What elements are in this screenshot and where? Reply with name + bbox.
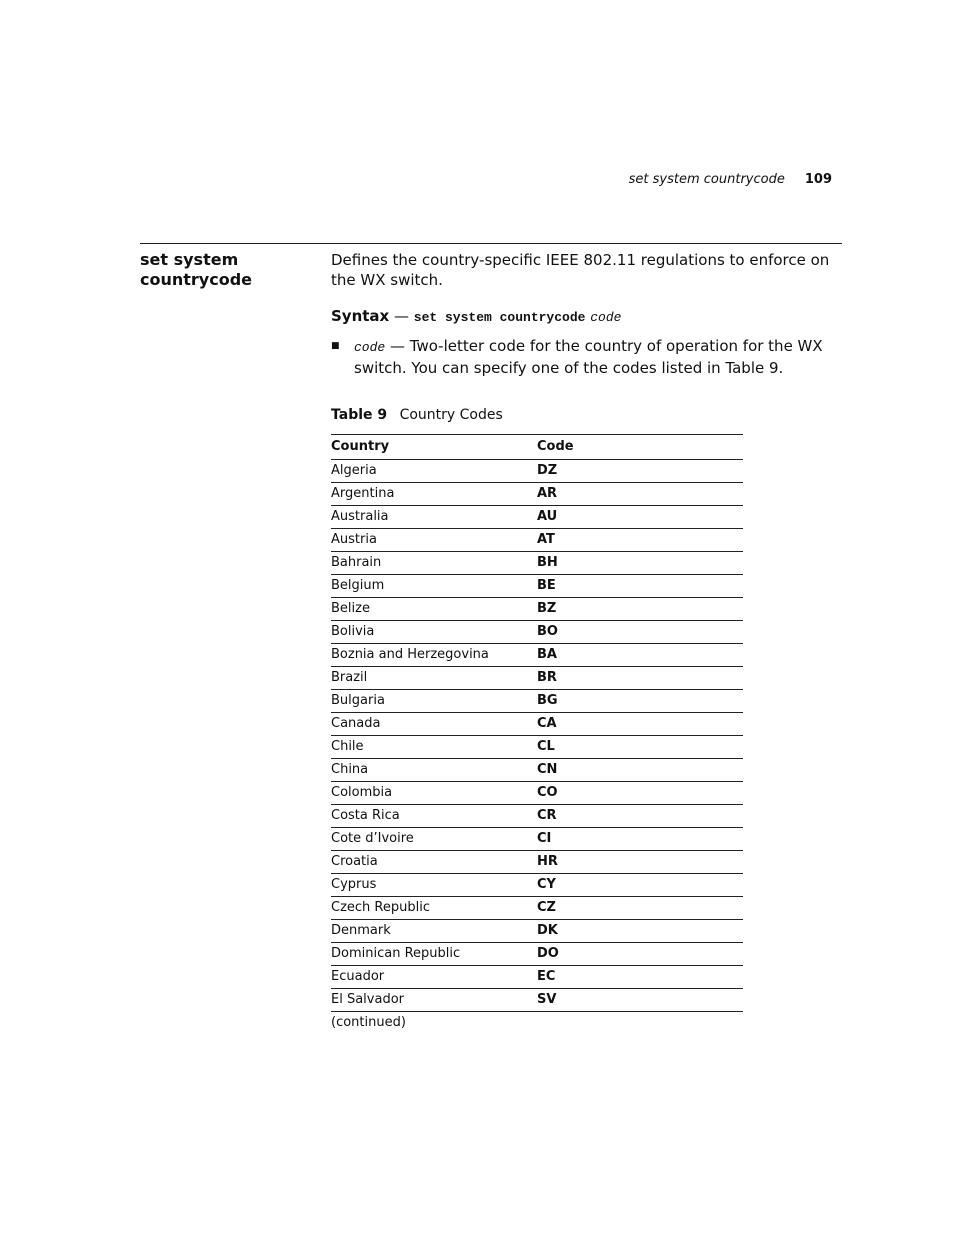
- country-cell: Australia: [331, 506, 537, 529]
- country-cell: Dominican Republic: [331, 943, 537, 966]
- syntax-dash: —: [394, 307, 410, 325]
- table-row: [331, 575, 743, 598]
- country-cell: Belgium: [331, 575, 537, 598]
- command-description: Defines the country-specific IEEE 802.11 regulations to enforce on the WX switch.: [331, 251, 830, 289]
- syntax-line: [331, 306, 831, 328]
- syntax-parameter: code: [590, 310, 622, 325]
- table-row: [331, 598, 743, 621]
- running-header: [629, 172, 832, 187]
- bullet-icon: ■: [331, 341, 340, 351]
- code-cell: CZ: [537, 897, 743, 920]
- code-cell: BZ: [537, 598, 743, 621]
- syntax-command: set system countrycode: [413, 310, 586, 325]
- parameter-item: [331, 336, 831, 378]
- syntax-label: Syntax: [331, 307, 390, 325]
- country-cell: Croatia: [331, 851, 537, 874]
- code-cell: HR: [537, 851, 743, 874]
- table-body: [331, 460, 743, 1012]
- table-row: [331, 805, 743, 828]
- country-cell: Cote d’Ivoire: [331, 828, 537, 851]
- code-cell: CI: [537, 828, 743, 851]
- country-cell: Chile: [331, 736, 537, 759]
- parameter-list: [331, 336, 831, 378]
- code-cell: DZ: [537, 460, 743, 483]
- table-row: [331, 506, 743, 529]
- country-cell: Bahrain: [331, 552, 537, 575]
- code-cell: CY: [537, 874, 743, 897]
- country-cell: Ecuador: [331, 966, 537, 989]
- parameter-dash: —: [390, 337, 405, 355]
- table-caption-title: Country Codes: [399, 407, 503, 423]
- table-row: [331, 828, 743, 851]
- code-cell: BH: [537, 552, 743, 575]
- code-cell: DK: [537, 920, 743, 943]
- table-caption: [331, 406, 831, 424]
- table-continued-note: (continued): [331, 1015, 406, 1030]
- code-cell: BO: [537, 621, 743, 644]
- country-cell: Canada: [331, 713, 537, 736]
- table-row: [331, 966, 743, 989]
- code-cell: AU: [537, 506, 743, 529]
- table-row: [331, 529, 743, 552]
- country-cell: Cyprus: [331, 874, 537, 897]
- country-cell: Argentina: [331, 483, 537, 506]
- table-row: [331, 897, 743, 920]
- page-number: 109: [804, 172, 832, 187]
- section-heading: [140, 250, 315, 290]
- parameter-description: Two-letter code for the country of operation for the WX switch. You can specify one of the codes listed in Table 9.: [354, 337, 823, 377]
- table-row: [331, 713, 743, 736]
- section-content: [331, 250, 831, 1032]
- code-cell: CO: [537, 782, 743, 805]
- country-cell: China: [331, 759, 537, 782]
- section-heading-line1: set system: [140, 250, 239, 269]
- code-cell: BA: [537, 644, 743, 667]
- code-cell: BG: [537, 690, 743, 713]
- code-cell: AT: [537, 529, 743, 552]
- code-cell: CN: [537, 759, 743, 782]
- code-cell: CR: [537, 805, 743, 828]
- parameter-name: code: [354, 340, 386, 355]
- column-header-code: Code: [537, 435, 743, 460]
- table-row: [331, 874, 743, 897]
- country-cell: Colombia: [331, 782, 537, 805]
- table-caption-number: Table 9: [331, 407, 388, 423]
- country-codes-table-wrapper: [331, 434, 743, 1032]
- table-row: [331, 483, 743, 506]
- running-header-title: set system countrycode: [628, 172, 785, 187]
- country-cell: Belize: [331, 598, 537, 621]
- code-cell: DO: [537, 943, 743, 966]
- code-cell: BR: [537, 667, 743, 690]
- table-row: [331, 782, 743, 805]
- table-row: [331, 621, 743, 644]
- country-cell: Bulgaria: [331, 690, 537, 713]
- code-cell: SV: [537, 989, 743, 1012]
- country-cell: Czech Republic: [331, 897, 537, 920]
- table-row: [331, 736, 743, 759]
- country-cell: Algeria: [331, 460, 537, 483]
- table-row: [331, 989, 743, 1012]
- table-row: [331, 759, 743, 782]
- table-row: [331, 851, 743, 874]
- code-cell: EC: [537, 966, 743, 989]
- country-cell: Austria: [331, 529, 537, 552]
- table-row: [331, 644, 743, 667]
- table-row: [331, 667, 743, 690]
- section-divider: [140, 243, 842, 244]
- country-cell: Boznia and Herzegovina: [331, 644, 537, 667]
- country-cell: Denmark: [331, 920, 537, 943]
- country-cell: Bolivia: [331, 621, 537, 644]
- code-cell: BE: [537, 575, 743, 598]
- code-cell: AR: [537, 483, 743, 506]
- code-cell: CL: [537, 736, 743, 759]
- table-row: [331, 943, 743, 966]
- country-cell: Costa Rica: [331, 805, 537, 828]
- country-cell: El Salvador: [331, 989, 537, 1012]
- table-row: [331, 690, 743, 713]
- section-heading-line2: countrycode: [140, 270, 253, 289]
- country-cell: Brazil: [331, 667, 537, 690]
- code-cell: CA: [537, 713, 743, 736]
- table-row: [331, 460, 743, 483]
- column-header-country: Country: [331, 435, 537, 460]
- parameter-text: [354, 336, 831, 378]
- table-header-row: [331, 435, 743, 460]
- country-codes-table: [331, 434, 743, 1012]
- table-row: [331, 552, 743, 575]
- table-row: [331, 920, 743, 943]
